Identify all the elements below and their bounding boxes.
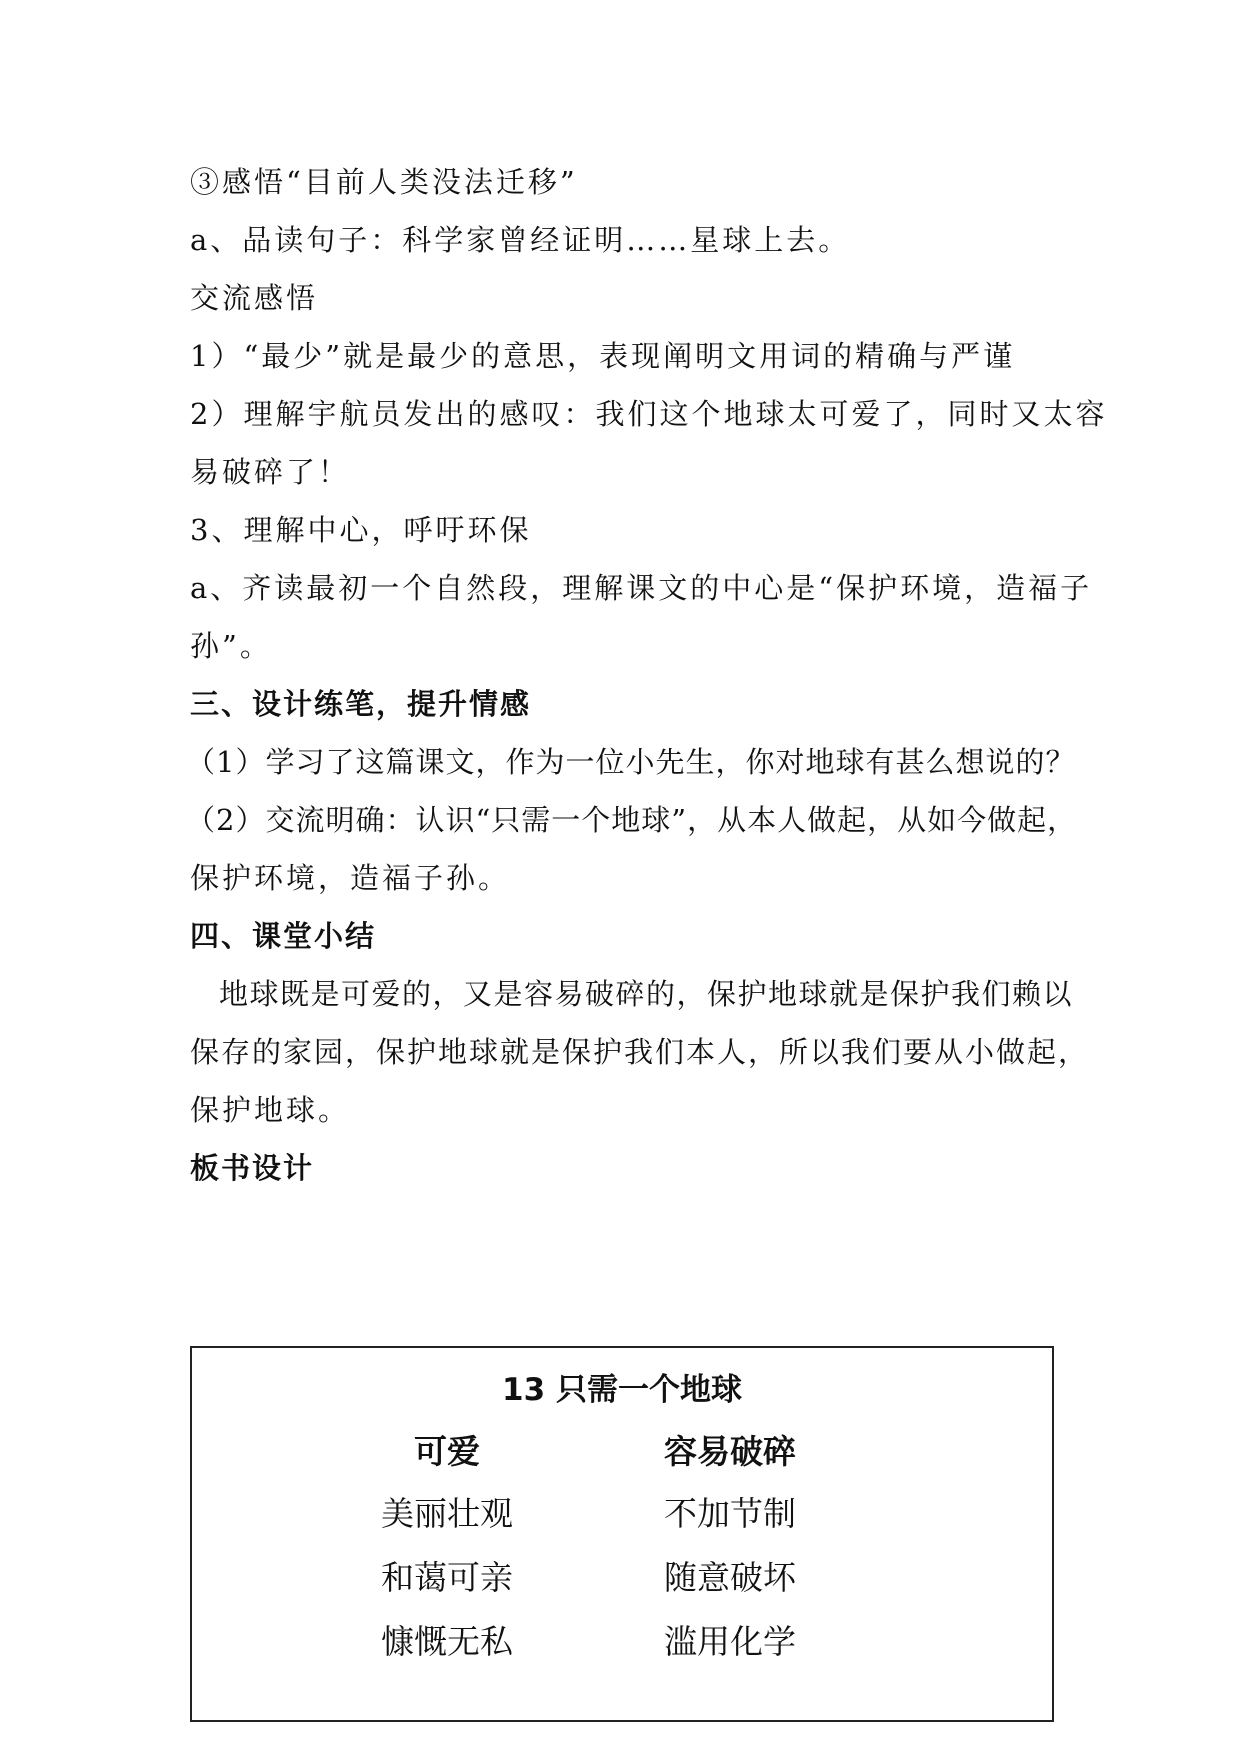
text-line: 3、理解中心，呼吁环保: [190, 513, 532, 547]
text-line: 保护地球。: [190, 1093, 351, 1127]
text-line: 易破碎了！: [190, 455, 351, 489]
right-item: 不加节制: [664, 1494, 796, 1533]
left-item: 和蔼可亲: [381, 1558, 513, 1597]
text-line: 地球既是可爱的，又是容易破碎的，保护地球就是保护我们赖以: [219, 977, 1074, 1011]
left-item: 美丽壮观: [381, 1494, 513, 1533]
left-column-heading: 可爱: [414, 1432, 480, 1471]
subsection-heading: ③感悟“目前人类没法迁移”: [190, 165, 578, 199]
text-line: 交流感悟: [190, 281, 319, 315]
text-line: 孙”。: [190, 629, 272, 663]
section-heading: 三、设计练笔，提升情感: [190, 687, 532, 721]
right-column-heading: 容易破碎: [664, 1432, 796, 1471]
right-item: 随意破坏: [664, 1558, 796, 1597]
left-item: 慷慨无私: [381, 1622, 513, 1661]
text-line: 保护环境，造福子孙。: [190, 861, 511, 895]
section-heading: 四、课堂小结: [190, 919, 377, 953]
text-line: 保存的家园，保护地球就是保护我们本人，所以我们要从小做起，: [190, 1035, 1090, 1069]
board-design-heading: 板书设计: [190, 1151, 315, 1185]
text-line: （1）学习了这篇课文，作为一位小先生，你对地球有甚么想说的？: [186, 745, 1076, 779]
board-title: 13 只需一个地球: [502, 1372, 742, 1408]
text-line: a、齐读最初一个自然段，理解课文的中心是“保护环境，造福子: [190, 571, 1093, 605]
text-line: a、品读句子：科学家曾经证明……星球上去。: [190, 223, 851, 257]
text-line: （2）交流明确：认识“只需一个地球”，从本人做起，从如今做起，: [186, 803, 1078, 837]
text-line: 2）理解宇航员发出的感叹：我们这个地球太可爱了，同时又太容: [190, 397, 1108, 431]
board-design-box: [190, 1346, 1054, 1722]
right-item: 滥用化学: [664, 1622, 796, 1661]
text-line: 1）“最少”就是最少的意思，表现阐明文用词的精确与严谨: [190, 339, 1016, 373]
